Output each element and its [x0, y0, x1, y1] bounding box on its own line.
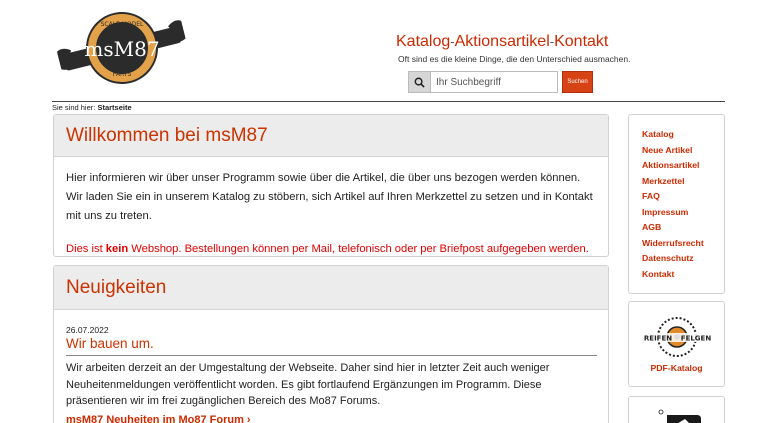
search-button[interactable]: Suchen: [562, 71, 593, 93]
news-panel: [53, 265, 609, 423]
topnav-aktionsartikel-link[interactable]: Aktionsartikel: [454, 33, 550, 50]
welcome-panel: [53, 114, 609, 257]
sidebar-item-agb[interactable]: AGB: [642, 222, 662, 232]
search-input[interactable]: [431, 71, 558, 93]
logo-ring-bottom-text: PARTS: [112, 71, 132, 78]
topnav-katalog-link[interactable]: Katalog: [396, 33, 451, 50]
topnav-separator: -: [450, 34, 455, 49]
sidebar-item-merkzettel[interactable]: Merkzettel: [642, 175, 685, 186]
notice-text-bold: kein: [105, 243, 129, 255]
search-bar: [408, 71, 593, 93]
sidebar-item-aktionsartikel[interactable]: Aktionsartikel: [642, 160, 700, 170]
breadcrumb-current[interactable]: Startseite: [97, 103, 132, 112]
tagline: Oft sind es die kleine Dinge, die den Unterschied ausmachen.: [398, 54, 631, 64]
notice-text-post: Webshop. Bestellungen können per Mail, telefonisch oder per Briefpost aufgegeben werden.: [128, 243, 589, 255]
welcome-text: Hier informieren wir über unser Programm sowie über die Artikel, die über uns bezogen werden können. Wir laden Sie ein in unserem Katalog zu stöbern, sich Artikel auf Ihren Merkzettel zu setzen und in Kontakt mit uns zu treten.: [66, 172, 593, 222]
breadcrumb-prefix: Sie sind hier:: [52, 103, 96, 112]
sidebar-item-katalog[interactable]: Katalog: [642, 129, 674, 139]
partner-logo-box: [628, 396, 725, 423]
sidebar-item-neue-artikel[interactable]: Neue Artikel: [642, 144, 693, 155]
logo-ring-top-text: SCALE MODEL: [100, 21, 144, 28]
forum-news-link[interactable]: msM87 Neuheiten im Mo87 Forum ›: [66, 413, 251, 423]
pdf-logo-right-text: FELGEN: [680, 334, 711, 343]
pdf-catalog-link[interactable]: PDF-Katalog: [650, 363, 703, 373]
topnav-separator: -: [549, 34, 555, 49]
logo-brand-text: msM87: [84, 37, 160, 61]
notice-text-pre: Dies ist: [66, 243, 106, 255]
sidebar-navigation: [628, 114, 725, 294]
welcome-title: Willkommen bei msM87: [54, 115, 608, 157]
reifen-felgen-logo[interactable]: [643, 316, 711, 358]
sidebar-item-impressum[interactable]: Impressum: [642, 206, 689, 217]
news-title: Neuigkeiten: [54, 266, 608, 310]
pdf-logo-left-text: REIFEN: [643, 334, 673, 343]
news-date: 26.07.2022: [66, 325, 109, 335]
news-text: Wir arbeiten derzeit an der Umgestaltung der Webseite. Daher sind hier in letzter Zeit auch weniger Neuheitenmeldungen veröffentlicht worden. Es gibt fortlaufend Ergänzungen im Programm. Diese präsentieren wir im frei zugänglichen Bereich des Mo87 Forums.: [66, 362, 550, 407]
topnav-kontakt-link[interactable]: Kontakt: [554, 33, 609, 50]
partner-logo[interactable]: [657, 409, 701, 423]
pdf-catalog-box: [628, 301, 725, 387]
sidebar-item-widerrufsrecht[interactable]: Widerrufsrecht: [642, 237, 704, 248]
sidebar-item-faq[interactable]: FAQ: [642, 191, 660, 201]
search-icon: [408, 71, 431, 93]
webshop-notice: [66, 240, 596, 259]
sidebar-item-kontakt[interactable]: Kontakt: [642, 268, 675, 279]
top-navigation: [396, 33, 608, 51]
news-headline: Wir bauen um.: [66, 336, 597, 356]
site-logo[interactable]: [56, 6, 188, 90]
sidebar-item-datenschutz[interactable]: Datenschutz: [642, 253, 694, 263]
breadcrumb: [52, 103, 132, 112]
header-divider: [52, 101, 725, 102]
